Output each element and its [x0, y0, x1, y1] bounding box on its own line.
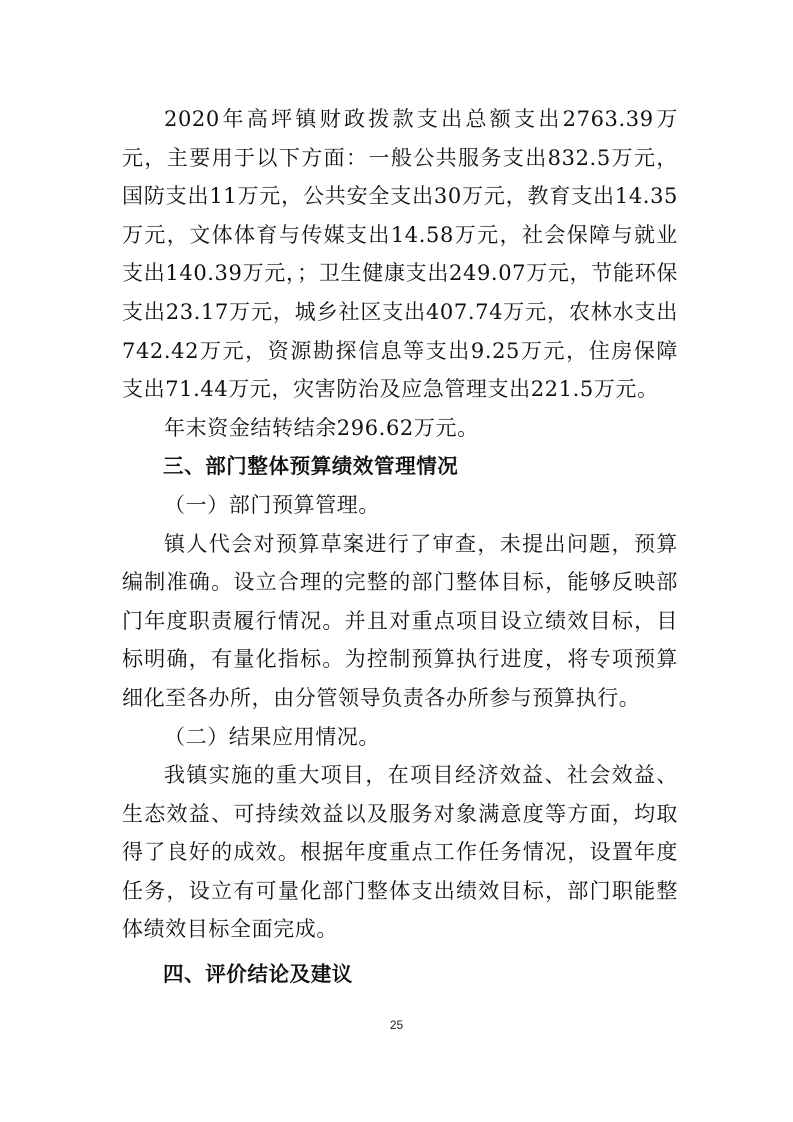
paragraph-results-application: 我镇实施的重大项目，在项目经济效益、社会效益、生态效益、可持续效益以及服务对象满意度等方面，均取得了良好的成效。根据年度重点工作任务情况，设置年度任务，设立有可量化部门整体支出绩效目标，部门职能整体绩效目标全面完成。 — [122, 763, 678, 942]
section-heading-3: 三、部门整体预算绩效管理情况 — [163, 454, 459, 479]
document-body — [122, 100, 678, 994]
subheading-budget-management: （一）部门预算管理。 — [164, 492, 380, 517]
subheading-results-application: （二）结果应用情况。 — [164, 724, 380, 749]
paragraph-budget-management: 镇人代会对预算草案进行了审查，未提出问题，预算编制准确。设立合理的完整的部门整体目标，能够反映部门年度职责履行情况。并且对重点项目设立绩效目标，目标明确，有量化指标。为控制预算执行进度，将专项预算细化至各办所，由分管领导负责各办所参与预算执行。 — [122, 531, 678, 710]
section-heading-4: 四、评价结论及建议 — [163, 962, 353, 987]
paragraph-expenditure-breakdown: 2020年高坪镇财政拨款支出总额支出2763.39万元，主要用于以下方面：一般公共服务支出832.5万元，国防支出11万元，公共安全支出30万元，教育支出14.35万元，文体体育与传媒支出14.58万元，社会保障与就业支出140.39万元，；卫生健康支出249.07万元，节能环保支出23.17万元，城乡社区支出407.74万元，农林水支出742.42万元，资源勘探信息等支出9.25万元，住房保障支出71.44万元，灾害防治及应急管理支出221.5万元。 — [122, 107, 678, 402]
page-number: 25 — [389, 1018, 404, 1032]
paragraph-year-end-balance: 年末资金结转结余296.62万元。 — [164, 415, 479, 440]
